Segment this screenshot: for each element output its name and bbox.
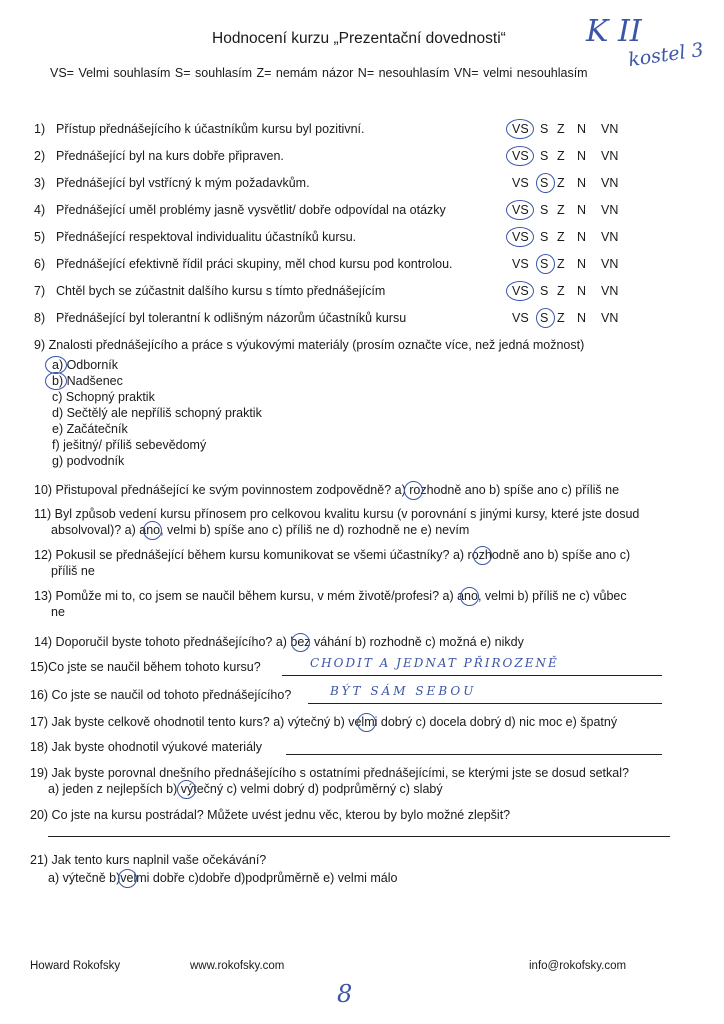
- question-11-line1: 11) Byl způsob vedení kursu přínosem pro celkovou kvalitu kursu (v porovnání s jinými kursy, které jste dosud: [34, 507, 640, 521]
- q9-option-d: d) Sečtělý ale nepříliš schopný praktik: [52, 406, 262, 420]
- q17-answer-mark: [357, 713, 376, 732]
- question-21-line1: 21) Jak tento kurs naplnil vaše očekávání?: [30, 853, 267, 867]
- question-18: 18) Jak byste ohodnotil výukové materiály: [30, 740, 263, 754]
- handwritten-page-mark: 8: [337, 980, 353, 1008]
- question-19-line2: a) jeden z nejlepších b) výtečný c) velmi dobrý d) podprůměrný c) slabý: [48, 782, 443, 796]
- q16-answer-line: [308, 703, 662, 704]
- question-5: 5) Přednášející respektoval individualitu účastníků kursu.: [34, 230, 357, 244]
- rating-scale-q4: [512, 203, 625, 217]
- question-7: 7) Chtěl bych se zúčastnit dalšího kursu s tímto přednášejícím: [34, 284, 386, 298]
- rating-option-vs[interactable]: VS: [512, 311, 529, 325]
- q9-option-c: c) Schopný praktik: [52, 390, 155, 404]
- rating-option-vs[interactable]: VS: [512, 149, 529, 163]
- rating-scale-q2: [512, 149, 625, 163]
- rating-scale-q8: [512, 311, 625, 325]
- rating-option-vs[interactable]: VS: [512, 284, 529, 298]
- question-15: 15)Co jste se naučil během tohoto kursu?: [30, 660, 261, 674]
- rating-option-vs[interactable]: VS: [512, 230, 529, 244]
- q10-answer-mark: [404, 481, 423, 500]
- rating-option-s[interactable]: S: [540, 122, 549, 136]
- q9-answer-mark-b: [45, 372, 67, 390]
- rating-scale-q6: [512, 257, 625, 271]
- q11-answer-mark: [143, 521, 162, 540]
- q18-answer-line: [286, 754, 662, 755]
- rating-option-s[interactable]: S: [540, 311, 549, 325]
- rating-option-s[interactable]: S: [540, 149, 549, 163]
- rating-option-vn[interactable]: VN: [601, 176, 619, 190]
- question-1: 1) Přístup přednášejícího k účastníkům kursu byl pozitivní.: [34, 122, 365, 136]
- rating-option-s[interactable]: S: [540, 284, 549, 298]
- question-6: 6) Přednášející efektivně řídil práci skupiny, měl chod kursu pod kontrolou.: [34, 257, 453, 271]
- rating-option-vn[interactable]: VN: [601, 149, 619, 163]
- question-3: 3) Přednášející byl vstřícný k mým požadavkům.: [34, 176, 310, 190]
- question-14: 14) Doporučil byste tohoto přednášejícího? a) bez váhání b) rozhodně c) možná e) nikdy: [34, 635, 524, 649]
- rating-option-vs[interactable]: VS: [512, 176, 529, 190]
- rating-option-s[interactable]: S: [540, 176, 549, 190]
- question-2: 2) Přednášející byl na kurs dobře připraven.: [34, 149, 284, 163]
- question-9: 9) Znalosti přednášejícího a práce s výukovými materiály (prosím označte více, než jedná možnost): [34, 338, 585, 352]
- rating-option-z[interactable]: Z: [557, 284, 565, 298]
- rating-option-z[interactable]: Z: [557, 176, 565, 190]
- q13-answer-mark: [460, 587, 479, 606]
- question-4: 4) Přednášející uměl problémy jasně vysvětlit/ dobře odpovídal na otázky: [34, 203, 446, 217]
- handwritten-corner-note: K II: [586, 14, 642, 49]
- question-10: 10) Přistupoval přednášející ke svým povinnostem zodpovědně? a) rozhodně ano b) spíše ano c) příliš ne: [34, 483, 620, 497]
- rating-option-z[interactable]: Z: [557, 311, 565, 325]
- question-19-line1: 19) Jak byste porovnal dnešního přednášejícího s ostatními přednášejícími, se kterými jste se dosud setkal?: [30, 766, 629, 780]
- q9-option-f: f) ješitný/ příliš sebevědomý: [52, 438, 207, 452]
- rating-option-n[interactable]: N: [577, 257, 587, 271]
- rating-scale-q5: [512, 230, 625, 244]
- question-8: 8) Přednášející byl tolerantní k odlišným názorům účastníků kursu: [34, 311, 407, 325]
- q12-answer-mark: [473, 546, 492, 565]
- rating-option-n[interactable]: N: [577, 122, 587, 136]
- question-21-line2: a) výtečně b)velmi dobře c)dobře d)podprůměrně e) velmi málo: [48, 871, 398, 885]
- footer-website-link[interactable]: www.rokofsky.com: [190, 960, 285, 972]
- rating-option-s[interactable]: S: [540, 257, 549, 271]
- rating-option-n[interactable]: N: [577, 176, 587, 190]
- footer-name: Howard Rokofsky: [30, 960, 121, 972]
- question-16: 16) Co jste se naučil od tohoto přednášejícího?: [30, 688, 292, 702]
- q19-answer-mark: [177, 780, 196, 799]
- rating-option-z[interactable]: Z: [557, 230, 565, 244]
- handwritten-corner-note-2: kostel 3: [626, 38, 705, 72]
- rating-option-z[interactable]: Z: [557, 257, 565, 271]
- rating-option-vn[interactable]: VN: [601, 257, 619, 271]
- question-17: 17) Jak byste celkově ohodnotil tento kurs? a) výtečný b) velmi dobrý c) docela dobrý d) nic moc e) špatný: [30, 715, 618, 729]
- rating-option-vs[interactable]: VS: [512, 203, 529, 217]
- q21-answer-mark: [118, 869, 137, 888]
- question-13-line1: 13) Pomůže mi to, co jsem se naučil během kursu, v mém životě/profesi? a) ano, velmi b) příliš ne c) vůbec: [34, 589, 627, 603]
- rating-option-vn[interactable]: VN: [601, 230, 619, 244]
- rating-option-z[interactable]: Z: [557, 122, 565, 136]
- footer-email-link[interactable]: info@rokofsky.com: [529, 960, 627, 972]
- question-12-line2: příliš ne: [51, 564, 95, 578]
- rating-option-z[interactable]: Z: [557, 203, 565, 217]
- question-20: 20) Co jste na kursu postrádal? Můžete uvést jednu věc, kterou by bylo možné zlepšit?: [30, 808, 511, 822]
- q16-handwritten-answer: BÝT SÁM SEBOU: [330, 684, 477, 698]
- rating-option-vs[interactable]: VS: [512, 257, 529, 271]
- legend-scale: VS= Velmi souhlasím S= souhlasím Z= nemám názor N= nesouhlasím VN= velmi nesouhlasím: [50, 66, 588, 80]
- question-13-line2: ne: [51, 605, 65, 619]
- q15-answer-line: [282, 675, 662, 676]
- q14-answer-mark: [291, 633, 310, 652]
- rating-option-z[interactable]: Z: [557, 149, 565, 163]
- q9-option-a: a) Odborník: [52, 358, 119, 372]
- rating-scale-q7: [512, 284, 625, 298]
- rating-scale-q1: [512, 122, 625, 136]
- rating-option-vn[interactable]: VN: [601, 284, 619, 298]
- q9-option-b: b) Nadšenec: [52, 374, 123, 388]
- rating-option-vn[interactable]: VN: [601, 122, 619, 136]
- rating-option-vs[interactable]: VS: [512, 122, 529, 136]
- question-12-line1: 12) Pokusil se přednášející během kursu komunikovat se všemi účastníky? a) rozhodně ano b) spíše ano c): [34, 548, 631, 562]
- page-title: Hodnocení kurzu „Prezentační dovednosti“: [212, 30, 506, 47]
- rating-option-n[interactable]: N: [577, 311, 587, 325]
- q15-handwritten-answer: CHODIT A JEDNAT PŘIROZENĚ: [310, 656, 559, 670]
- rating-option-s[interactable]: S: [540, 230, 549, 244]
- q9-option-e: e) Začátečník: [52, 422, 128, 436]
- rating-option-n[interactable]: N: [577, 230, 587, 244]
- q9-option-g: g) podvodník: [52, 454, 125, 468]
- rating-option-vn[interactable]: VN: [601, 311, 619, 325]
- question-11-line2: absolvoval)? a) ano, velmi b) spíše ano c) příliš ne d) rozhodně ne e) nevím: [51, 523, 470, 537]
- q20-answer-line: [48, 836, 670, 837]
- rating-option-n[interactable]: N: [577, 203, 587, 217]
- rating-scale-q3: [512, 176, 625, 190]
- rating-option-s[interactable]: S: [540, 203, 549, 217]
- rating-option-vn[interactable]: VN: [601, 203, 619, 217]
- rating-option-n[interactable]: N: [577, 149, 587, 163]
- rating-option-n[interactable]: N: [577, 284, 587, 298]
